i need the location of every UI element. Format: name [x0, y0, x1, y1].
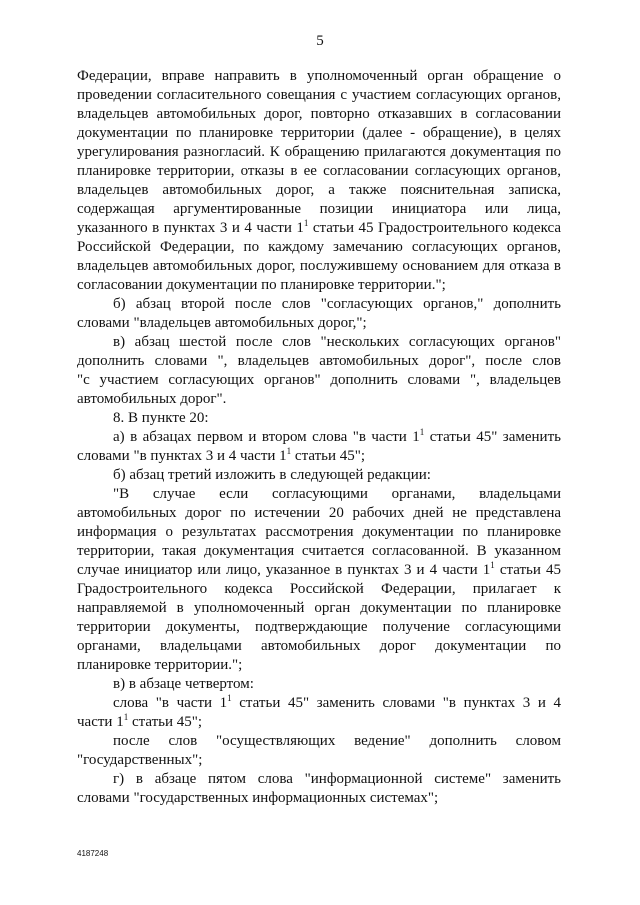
- text-line: 8. В пункте 20:: [113, 410, 209, 426]
- text-line: территории документы, подтверждающие получение согласующими: [77, 619, 561, 635]
- text-line: указанного в пунктах 3 и 4 части $1^1$ статьи 45 Градостроительного кодекса: [77, 218, 561, 236]
- text-line: автомобильных дорог".: [77, 391, 227, 407]
- text-line: словами "в пунктах 3 и 4 части $1^1$ статьи 45";: [77, 446, 366, 464]
- text-line: проведении согласительного совещания с участием согласующих органов,: [77, 87, 561, 103]
- text-line: случае инициатор или лицо, указанное в пунктах 3 и 4 части $1^1$ статьи 45: [77, 560, 561, 578]
- document-body: [77, 67, 561, 808]
- text-line: б) абзац второй после слов "согласующих органов," дополнить: [113, 296, 561, 312]
- text-line: б) абзац третий изложить в следующей редакции:: [113, 467, 431, 483]
- text-line: владельцев автомобильных дорог, а также пояснительная записка,: [77, 182, 561, 198]
- text-line: г) в абзаце пятом слова "информационной системе" заменить: [113, 771, 561, 787]
- text-line: "с участием согласующих органов" дополнить словами ", владельцев: [77, 372, 561, 388]
- text-line: планировке территории, отказы в ее согласовании согласующих органов,: [77, 163, 561, 179]
- document-id: 4187248: [77, 849, 109, 858]
- text-line: "государственных";: [77, 752, 203, 768]
- text-line: согласовании документации по планировке территории.";: [77, 277, 446, 293]
- text-line: части $1^1$ статьи 45";: [77, 712, 203, 730]
- text-line: документации по планировке территории (далее - обращение), в целях: [77, 125, 561, 141]
- text-line: слова "в части $1^1$ статьи 45" заменить словами "в пунктах 3 и 4: [113, 693, 561, 711]
- text-line: направляемой в уполномоченный орган документации по планировке: [77, 600, 561, 616]
- text-line: Федерации, вправе направить в уполномоченный орган обращение о: [77, 68, 561, 84]
- text-line: урегулирования разногласий. К обращению прилагаются документация по: [77, 144, 561, 160]
- text-line: владельцев автомобильных дорог, повторно отказавших в согласовании: [77, 106, 561, 122]
- text-line: автомобильных дорог по истечении 20 рабочих дней не представлена: [77, 505, 561, 521]
- text-line: "В случае если согласующими органами, владельцами: [113, 486, 561, 502]
- text-line: дополнить словами ", владельцев автомобильных дорог", после слов: [77, 353, 561, 369]
- text-line: после слов "осуществляющих ведение" дополнить словом: [113, 733, 561, 749]
- text-line: органами, владельцами автомобильных дорог документации по: [77, 638, 561, 654]
- text-line: территории, такая документация считается согласованной. В указанном: [77, 543, 561, 559]
- text-line: информация о результатах рассмотрения документации по планировке: [77, 524, 561, 540]
- text-line: в) абзац шестой после слов "нескольких согласующих органов": [113, 334, 561, 350]
- text-line: словами "владельцев автомобильных дорог,";: [77, 315, 367, 331]
- page-number: 5: [316, 33, 324, 49]
- text-line: в) в абзаце четвертом:: [113, 676, 254, 692]
- text-line: Градостроительного кодекса Российской Федерации, прилагает к: [77, 581, 561, 597]
- text-line: а) в абзацах первом и втором слова "в части $1^1$ статьи 45" заменить: [113, 427, 561, 445]
- text-line: содержащая аргументированные позиции инициатора или лица,: [77, 201, 561, 217]
- text-line: владельцев автомобильных дорог, послужившему основанием для отказа в: [77, 258, 561, 274]
- text-line: словами "государственных информационных системах";: [77, 790, 439, 806]
- text-line: Российской Федерации, по каждому замечанию согласующих органов,: [77, 239, 561, 255]
- text-line: планировке территории.";: [77, 657, 243, 673]
